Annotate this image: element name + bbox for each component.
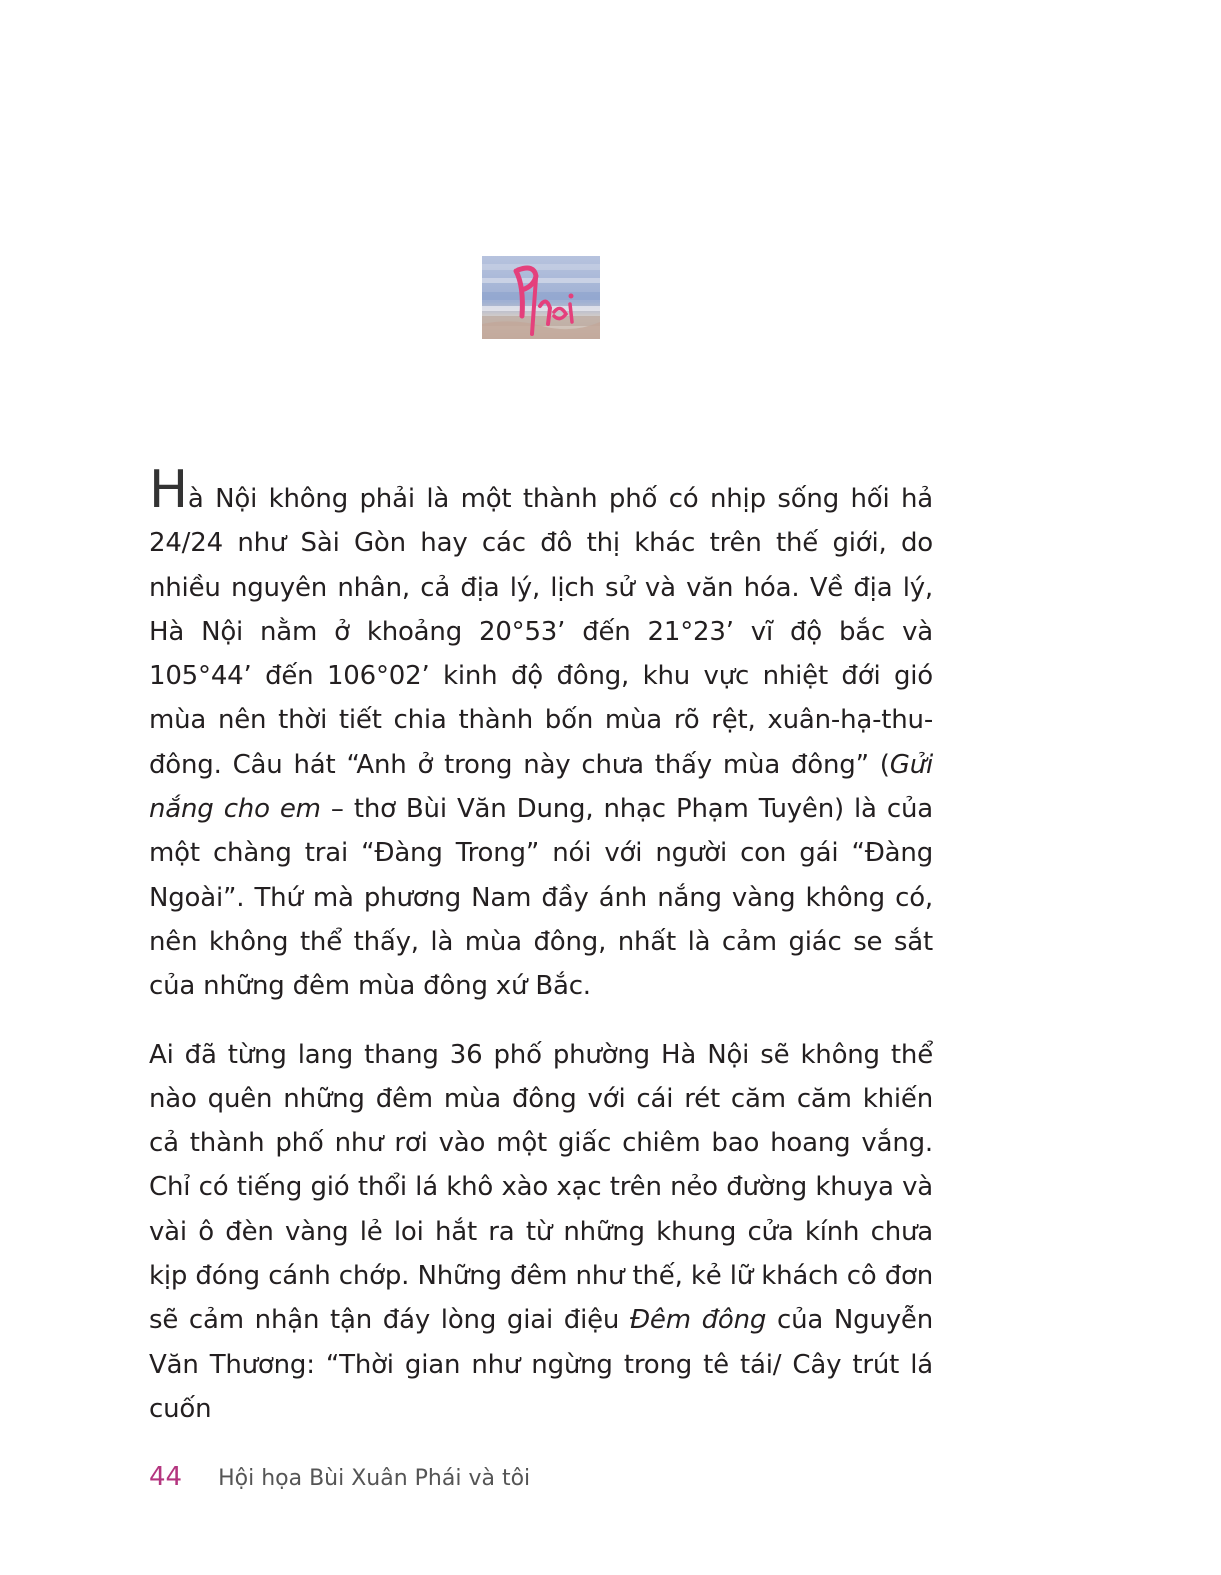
body-text [149,460,933,1431]
signature-phai-icon [482,256,600,339]
song-title-dem-dong: Đêm đông [629,1305,767,1336]
paragraph-2-text-a: Ai đã từng lang thang 36 phố phường Hà Nội sẽ không thể nào quên những đêm mùa đông với cái rét căm căm khiến cả thành phố như rơi vào một giấc chiêm bao hoang vắng. Chỉ có tiếng gió thổi lá khô xào xạc trên nẻo đường khuya và vài ô đèn vàng lẻ loi hắt ra từ những khung cửa kính chưa kịp đóng cánh chớp. Những đêm như thế, kẻ lữ khách cô đơn sẽ cảm nhận tận đáy lòng giai điệu [149,1039,933,1336]
paragraph-2-text-b: của Nguyễn Văn Thương: “Thời gian như ngừng trong tê tái/ Cây trút lá cuốn [149,1305,933,1424]
paragraph-1-text-b: – thơ Bùi Văn Dung, nhạc Phạm Tuyên) là của một chàng trai “Đàng Trong” nói với người con gái “Đàng Ngoài”. Thứ mà phương Nam đầy ánh nắng vàng không có, nên không thể thấy, là mùa đông, nhất là cảm giác se sắt của những đêm mùa đông xứ Bắc. [149,794,933,1002]
paragraph-1-text-a: à Nội không phải là một thành phố có nhịp sống hối hả 24/24 như Sài Gòn hay các đô thị khác trên thế giới, do nhiều nguyên nhân, cả địa lý, lịch sử và văn hóa. Về địa lý, Hà Nội nằm ở khoảng 20°53’ đến 21°23’ vĩ độ bắc và 105°44’ đến 106°02’ kinh độ đông, khu vực nhiệt đới gió mùa nên thời tiết chia thành bốn mùa rõ rệt, xuân-hạ-thu-đông. Câu hát “Anh ở trong này chưa thấy mùa đông” ( [149,484,933,780]
running-title: Hội họa Bùi Xuân Phái và tôi [218,1466,531,1491]
drop-cap: H [149,460,188,520]
song-title-gui-nang-cho-em: Gửi nắng cho em [149,749,933,825]
paragraph-1 [149,460,933,1009]
paragraph-2 [149,1033,933,1432]
page-footer [149,1462,530,1498]
page-number: 44 [149,1462,183,1492]
